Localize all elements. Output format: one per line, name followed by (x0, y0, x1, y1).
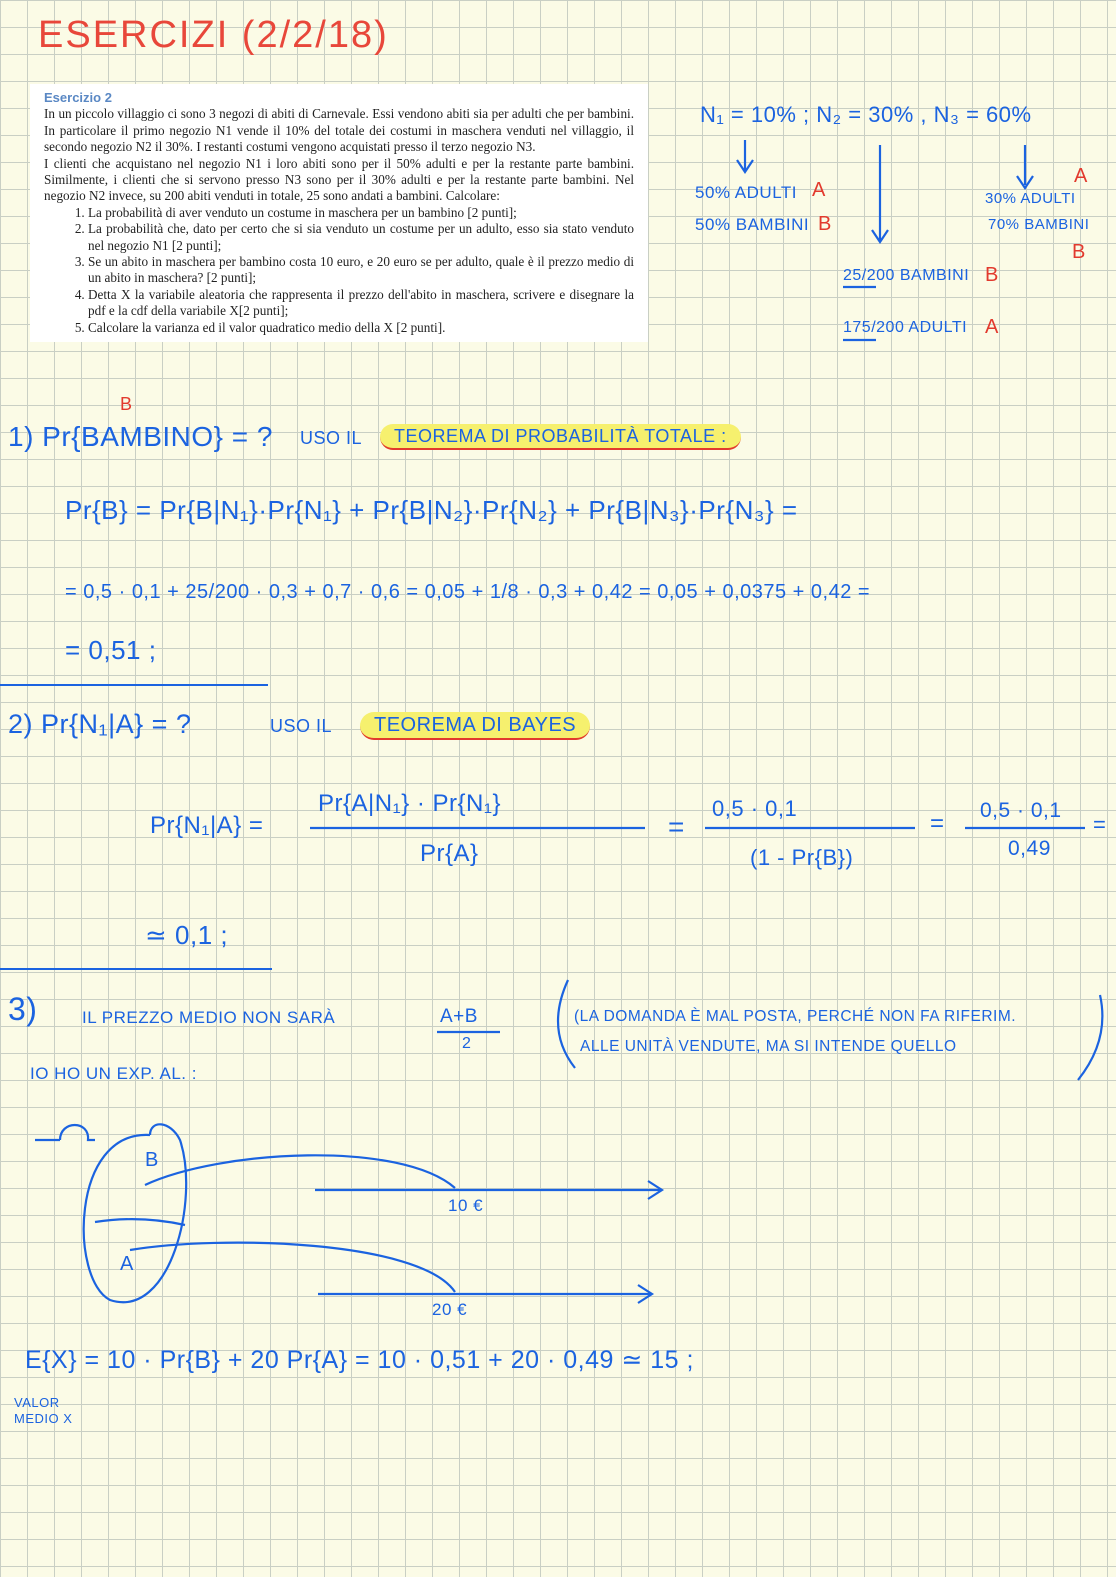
label-a: A (985, 316, 999, 338)
map-a (130, 1243, 455, 1292)
highlight: TEOREMA DI PROBABILITÀ TOTALE : (380, 424, 741, 450)
map-b (145, 1155, 455, 1188)
q2-heading: 2) Pr{N₁|A} = ? (8, 709, 192, 739)
real-axis-2 (318, 1285, 652, 1303)
q2-uso: USO IL (270, 716, 333, 736)
omega-sign (35, 1125, 95, 1140)
n1-adults: 50% ADULTI (695, 183, 798, 202)
divider (0, 684, 268, 686)
n1-children: 50% BAMBINI (695, 215, 810, 234)
equals: = (930, 810, 945, 837)
list-item: 2. La probabilità che, dato per certo che si sia venduto un costume per un adulto, esso sia stato venduto nel negozio N1 [2 punti]; (88, 221, 634, 254)
arrow-n1 (737, 140, 753, 172)
exercise-heading: Esercizio 2 (44, 90, 112, 105)
q2-result: ≃ 0,1 ; (145, 920, 229, 950)
q1-theorem (380, 426, 741, 448)
n2-children: 25/200 BAMBINI (843, 267, 970, 284)
paren-left (558, 980, 575, 1068)
q3-text: IL PREZZO MEDIO NON SARÀ (82, 1008, 336, 1027)
list-item: 1. La probabilità di aver venduto un costume in maschera per un bambino [2 punti]; (88, 205, 634, 221)
q1-uso: USO IL (300, 428, 363, 448)
omega-set (84, 1124, 186, 1302)
arrow-n3 (1017, 145, 1033, 188)
expected-value: E{X} = 10 · Pr{B} + 20 Pr{A} = 10 · 0,51 + 20 · 0,49 ≃ 15 ; (25, 1346, 694, 1374)
label-b: B (818, 213, 832, 235)
q3-fraction-den: 2 (462, 1035, 472, 1052)
shares-note: N₁ = 10% ; N₂ = 30% , N₃ = 60% (700, 102, 1032, 127)
arrow-n2 (872, 145, 888, 242)
bayes-numerator: Pr{A|N₁} · Pr{N₁} (318, 790, 501, 817)
label-b: B (985, 264, 999, 286)
real-axis-1 (315, 1181, 662, 1199)
n3-adults: 30% ADULTI (985, 190, 1076, 207)
set-divider (95, 1219, 185, 1225)
q1-formula: Pr{B} = Pr{B|N₁}·Pr{N₁} + Pr{B|N₂}·Pr{N₂} + Pr{B|N₃}·Pr{N₃} = (65, 495, 798, 525)
bayes-denominator-2: (1 - Pr{B}) (750, 845, 854, 870)
q1-heading: 1) Pr{BAMBINO} = ? (8, 421, 273, 452)
list-item: 4. Detta X la variabile aleatoria che rappresenta il prezzo dell'abito in maschera, scrivere e disegnare la pdf e la cdf della variabile X[2 punti]; (88, 287, 634, 320)
set-b-label: B (145, 1149, 159, 1171)
exercise-para: I clienti che acquistano nel negozio N1 i loro abiti sono per il 50% adulti e per la restante parte bambini. Similmente, i clienti che si servono presso N3 sono per il 30% adulti e per la restante parte bambini. Nel negozio N2 invece, su 200 abiti venduti in totale, 25 sono andati a bambini. Calcolare: (44, 155, 634, 204)
divider (0, 968, 272, 970)
list-item: 5. Calcolare la varianza ed il valor quadratico medio della X [2 punti]. (88, 320, 634, 336)
price-10: 10 € (448, 1196, 484, 1215)
q3-note: ALLE UNITÀ VENDUTE, MA SI INTENDE QUELLO (580, 1038, 957, 1055)
q3-heading: 3) (8, 991, 38, 1027)
bayes-denominator-3: 0,49 (1008, 837, 1051, 860)
page-title: ESERCIZI (2/2/18) (38, 14, 389, 56)
highlight: TEOREMA DI BAYES (360, 712, 590, 740)
set-a-label: A (120, 1253, 134, 1275)
q3-line2: IO HO UN EXP. AL. : (30, 1064, 197, 1083)
n2-adults: 175/200 ADULTI (843, 319, 968, 336)
q3-note: (LA DOMANDA È MAL POSTA, PERCHÉ NON FA RIFERIM. (574, 1008, 1017, 1025)
label-a: A (1074, 165, 1088, 187)
n3-children: 70% BAMBINI (988, 216, 1090, 233)
bayes-numerator-2: 0,5 · 0,1 (712, 796, 798, 821)
q1-calculation: = 0,5 · 0,1 + 25/200 · 0,3 + 0,7 · 0,6 = 0,05 + 1/8 · 0,3 + 0,42 = 0,05 + 0,0375 + 0,42 = (65, 581, 871, 603)
q2-theorem (360, 713, 590, 737)
expected-value-label: VALOR MEDIO X (14, 1395, 73, 1426)
label-b: B (120, 394, 133, 414)
list-item: 3. Se un abito in maschera per bambino costa 10 euro, e 20 euro se per adulto, quale è il prezzo medio di un abito in maschera? [2 punti]; (88, 254, 634, 287)
q3-fraction-num: A+B (440, 1006, 478, 1027)
label-b: B (1072, 241, 1086, 263)
paren-right (1078, 995, 1102, 1080)
label-a: A (812, 179, 826, 201)
price-20: 20 € (432, 1300, 468, 1319)
equals: = (1093, 812, 1107, 837)
exercise-para: In un piccolo villaggio ci sono 3 negozi di abiti di Carnevale. Essi vendono abiti sia per adulti che per bambini. In particolare il primo negozio N1 vende il 10% del totale dei costumi in maschera venduti nel villaggio, il secondo negozio N2 il 30%. I restanti costumi vengono acquistati presso il terzo negozio N3. (44, 106, 634, 155)
bayes-denominator: Pr{A} (420, 840, 479, 867)
bayes-lhs: Pr{N₁|A} = (150, 812, 264, 839)
equals: = (668, 811, 685, 842)
bayes-numerator-3: 0,5 · 0,1 (980, 799, 1062, 822)
q1-result: = 0,51 ; (65, 635, 157, 665)
